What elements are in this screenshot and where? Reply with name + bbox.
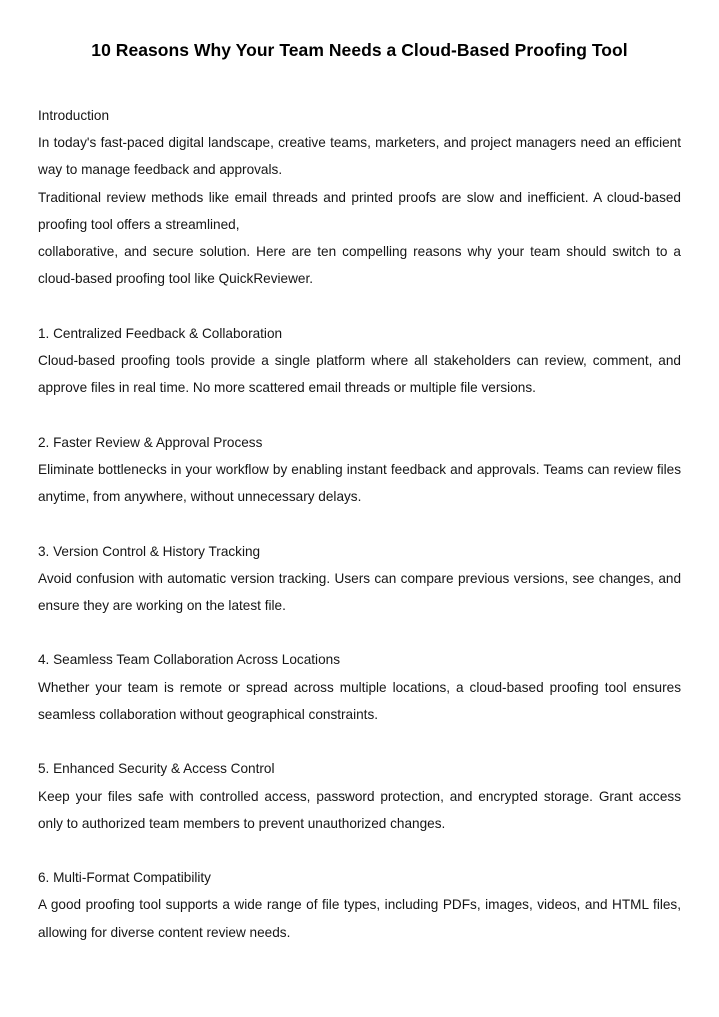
- intro-paragraph-2: Traditional review methods like email threads and printed proofs are slow and inefficient. A cloud-based proofing tool offers a streamlined,: [38, 189, 681, 232]
- section-spacer: [38, 728, 681, 755]
- intro-paragraph-3: collaborative, and secure solution. Here are ten compelling reasons why your team should switch to a cloud-based proofing tool like QuickReviewer.: [38, 244, 681, 287]
- section-centralized-feedback: [38, 320, 681, 402]
- section-body: Eliminate bottlenecks in your workflow by enabling instant feedback and approvals. Teams can review files anytime, from anywhere, without unnecessary delays.: [38, 461, 681, 505]
- section-heading: 3. Version Control & History Tracking: [38, 543, 261, 559]
- document-title: 10 Reasons Why Your Team Needs a Cloud-Based Proofing Tool: [91, 40, 628, 60]
- section-body: Keep your files safe with controlled access, password protection, and encrypted storage. Grant access only to authorized team members to prevent unauthorized changes.: [38, 788, 681, 831]
- section-spacer: [38, 292, 681, 319]
- section-team-collaboration: [38, 646, 681, 728]
- section-heading: 6. Multi-Format Compatibility: [38, 870, 211, 886]
- section-heading: 1. Centralized Feedback & Collaboration: [38, 325, 283, 341]
- section-body: Avoid confusion with automatic version tracking. Users can compare previous versions, see changes, and ensure they are working on the latest file.: [38, 570, 681, 613]
- section-heading: 4. Seamless Team Collaboration Across Locations: [38, 652, 340, 668]
- section-body: Whether your team is remote or spread across multiple locations, a cloud-based proofing tool ensures seamless collaboration without geographical constraints.: [38, 679, 681, 722]
- intro-paragraph-1: In today's fast-paced digital landscape, creative teams, marketers, and project managers need an efficient way to manage feedback and approvals.: [38, 135, 681, 178]
- section-heading: 5. Enhanced Security & Access Control: [38, 761, 275, 777]
- section-version-control: [38, 538, 681, 620]
- section-body: Cloud-based proofing tools provide a single platform where all stakeholders can review, comment, and approve files in real time. No more scattered email threads or multiple file versions.: [38, 352, 681, 396]
- section-spacer: [38, 510, 681, 537]
- section-spacer: [38, 401, 681, 428]
- intro-heading: Introduction: [38, 108, 110, 123]
- section-spacer: [38, 619, 681, 646]
- section-body: A good proofing tool supports a wide range of file types, including PDFs, images, videos, and HTML files, allowing for diverse content review needs.: [38, 897, 681, 940]
- section-heading: 2. Faster Review & Approval Process: [38, 434, 263, 450]
- section-spacer: [38, 837, 681, 864]
- section-multi-format: [38, 864, 681, 946]
- document-body: [38, 102, 681, 946]
- section-faster-review: [38, 429, 681, 511]
- section-security: [38, 755, 681, 837]
